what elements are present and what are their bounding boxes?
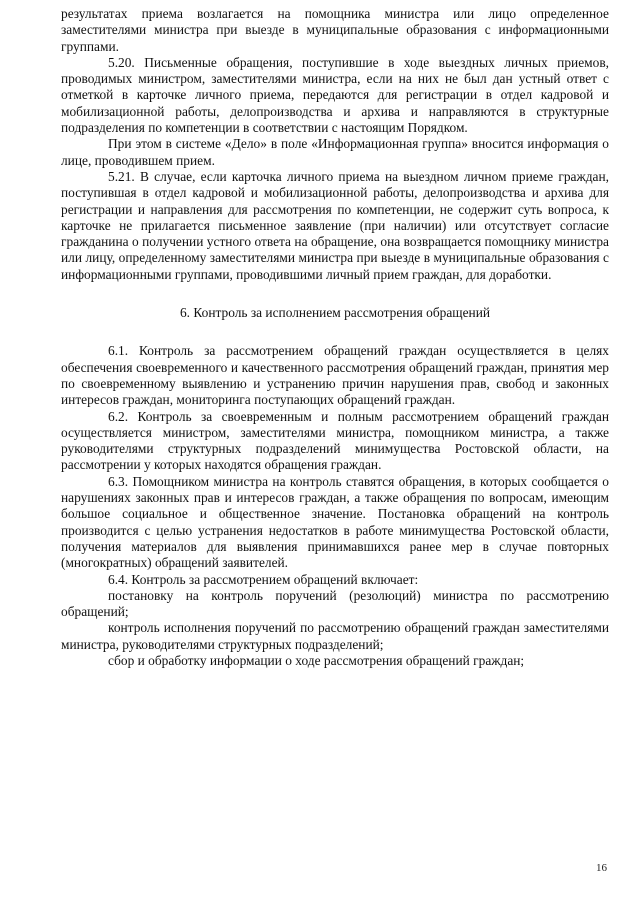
paragraph-6-3: 6.3. Помощником министра на контроль ставятся обращения, в которых сообщается о нарушениях законных прав и интересов граждан, а также обращения по вопросам, имеющим большое социальное и общественное значение. Постановка обращений на контроль производится с целью устранения недостатков в работе минимущества Ростовской области, получения материалов для выявления принимавшихся ранее мер в случае повторных (многократных) обращений заявителей. xyxy=(61,473,609,571)
paragraph-5-21: 5.21. В случае, если карточка личного приема на выездном личном приеме граждан, поступившая в отдел кадровой и мобилизационной работы, делопроизводства и архива для регистрации и направления для рассмотрения по компетенции, не содержит суть вопроса, к карточке не прилагается письменное заявление (при наличии) или отсутствует согласие гражданина о получении устного ответа на обращение, она возвращается помощнику министра или лицу, определенному заместителями министра при выезде в муниципальные образования с информационными группами, проводившими личный прием граждан, для доработки. xyxy=(61,168,609,282)
paragraph-delo-system: При этом в системе «Дело» в поле «Информационная группа» вносится информация о лице, проводившем прием. xyxy=(61,136,609,168)
list-item-control-execution: контроль исполнения поручений по рассмотрению обращений граждан заместителями министра, руководителями структурных подразделений; xyxy=(61,620,609,652)
list-item-info-collection: сбор и обработку информации о ходе рассмотрения обращений граждан; xyxy=(108,652,525,668)
paragraph-6-2: 6.2. Контроль за своевременным и полным рассмотрением обращений граждан осуществляется министром, заместителями министра, помощником министра, а также руководителями структурных подразделений минимущества Ростовской области, на рассмотрении у которых находятся обращения граждан. xyxy=(61,408,609,473)
section-heading: 6. Контроль за исполнением рассмотрения обращений xyxy=(179,305,491,321)
document-page xyxy=(61,6,609,669)
list-item-control-setting: постановку на контроль поручений (резолюций) министра по рассмотрению обращений; xyxy=(61,587,609,620)
paragraph-6-1: 6.1. Контроль за рассмотрением обращений граждан осуществляется в целях обеспечения своевременного и качественного рассмотрения обращений граждан, принятия мер по своевременному выявлению и устранению причин нарушения прав, свобод и законных интересов граждан, мониторинга поступающих обращений граждан. xyxy=(61,343,609,408)
paragraph-continuation: результатах приема возлагается на помощника министра или лицо определенное заместителями министра при выезде в муниципальные образования с информационными группами. xyxy=(61,6,609,54)
page-number: 16 xyxy=(596,862,607,874)
paragraph-5-20: 5.20. Письменные обращения, поступившие в ходе выездных личных приемов, проводимых министром, заместителями министра, если на них не был дан устный ответ с отметкой в карточке личного приема, передаются для регистрации в отдел кадровой и мобилизационной работы, делопроизводства и архива и направляются в структурные подразделения по компетенции в соответствии с настоящим Порядком. xyxy=(61,54,609,136)
paragraph-6-4: 6.4. Контроль за рассмотрением обращений включает: xyxy=(108,571,419,587)
